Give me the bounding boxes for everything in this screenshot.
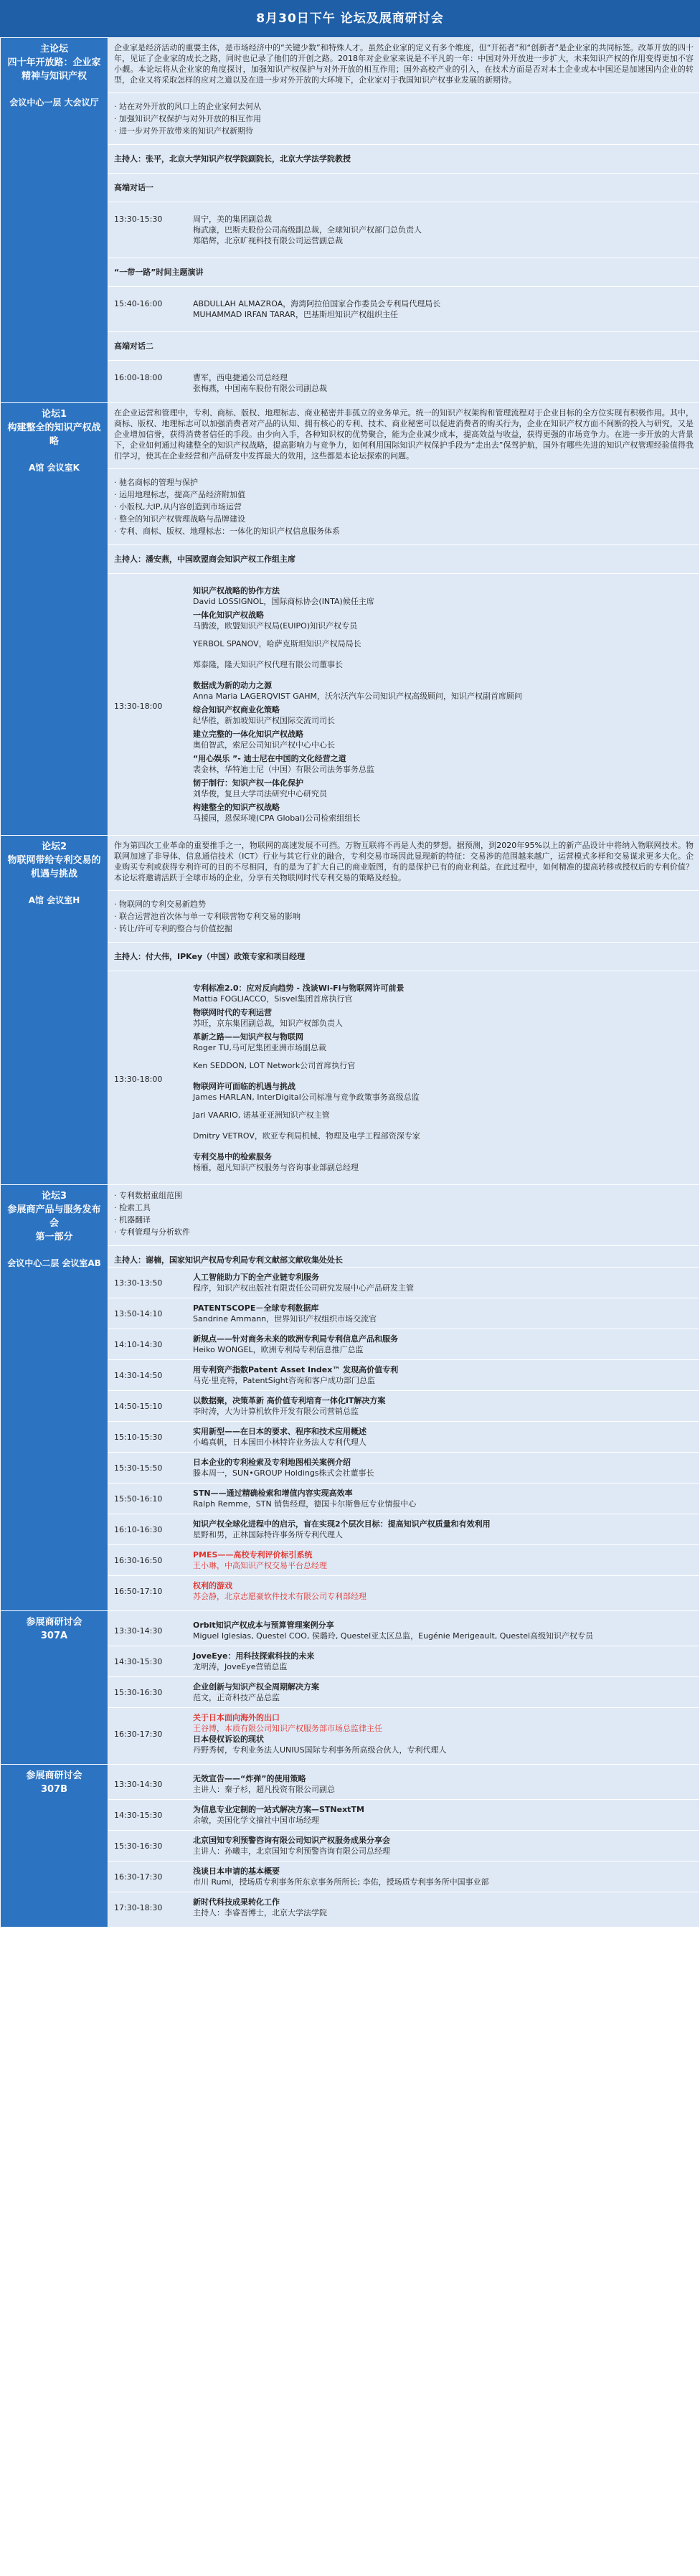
- topic-list: [114, 898, 694, 935]
- slot-detail: [193, 1620, 694, 1641]
- session-row: [1, 1185, 700, 1611]
- session-title: 参展商研讨会 307B: [26, 1770, 82, 1795]
- slot-speaker: 范文，正奇科技产品总监: [193, 1693, 280, 1702]
- slot-speaker: 丹野秀树，专利业务法人UNIUS国际专利事务所高级合伙人，专利代理人: [193, 1745, 447, 1755]
- session-host: 主持人：张平，北京大学知识产权学院副院长，北京大学法学院教授: [114, 154, 351, 164]
- group-subtitle: 高端对话一: [114, 183, 153, 192]
- speaker: 裴金林，华特迪士尼（中国）有限公司法务事务总监: [193, 765, 374, 774]
- talk-item: [193, 729, 694, 750]
- divider: [108, 468, 699, 469]
- slot-title: 实用新型——在日本的要求、程序和技术应用概述: [193, 1427, 366, 1436]
- talk-title: 专利标准2.0：应对反向趋势 - 浅谈Wi-Fi与物联网许可前景: [193, 983, 405, 993]
- time-slot: 15:30-16:30: [114, 1841, 163, 1851]
- topic-item: · 站在对外开放的风口上的企业家何去何从: [114, 102, 261, 111]
- slot-detail: [193, 1488, 694, 1509]
- slot-detail: [193, 1334, 694, 1355]
- slot-speaker: 王小琳，中高知识产权交易平台总经理: [193, 1561, 327, 1570]
- speaker-list: [193, 298, 694, 320]
- slot-detail: [193, 1835, 694, 1856]
- slot-title: 关于日本面向海外的出口: [193, 1713, 280, 1722]
- session-content: [108, 1185, 700, 1611]
- slot-title: 权利的游戏: [193, 1581, 232, 1590]
- speaker: 纪华胜，新加坡知识产权国际交流司司长: [193, 716, 335, 725]
- topic-item: · 运用地理标志，提高产品经济附加值: [114, 490, 245, 499]
- slot-row: [114, 1298, 694, 1329]
- speaker: Dmitry VETROV，欧亚专利局机械、物理及电学工程部资深专家: [193, 1131, 420, 1141]
- session-row: [1, 403, 700, 836]
- speaker: Anna Maria LAGERQVIST GAHM，沃尔沃汽车公司知识产权高级顾问，知识产权副首席顾问: [193, 692, 523, 701]
- slot-row: [114, 1769, 694, 1799]
- time-slot: 14:30-14:50: [114, 1370, 163, 1380]
- time-slot: 13:30-18:00: [114, 701, 163, 711]
- slot-detail: [193, 1519, 694, 1540]
- divider: [108, 144, 699, 145]
- slot-speaker: 李时涛，大为计算机软件开发有限公司营销总监: [193, 1407, 359, 1416]
- talk-title: 建立完整的一体化知识产权战略: [193, 730, 303, 739]
- time-slot: 16:30-16:50: [114, 1555, 163, 1565]
- time-slot: 16:30-17:30: [114, 1872, 163, 1882]
- talk-item: [193, 1110, 694, 1120]
- slot-title: 新规点——针对商务未来的欧洲专利局专利信息产品和服务: [193, 1334, 398, 1344]
- session-room: A馆 会议室H: [28, 895, 80, 905]
- talk-item: [193, 704, 694, 726]
- talk-item: [193, 638, 694, 649]
- topic-item: · 小版权,大IP,从内容创造到市场运营: [114, 502, 242, 511]
- speaker: MUHAMMAD IRFAN TARAR，巴基斯坦知识产权组织主任: [193, 310, 399, 319]
- time-slot: 15:30-15:50: [114, 1463, 163, 1473]
- speaker: 奥伯智武，索尼公司知识产权中心中心长: [193, 740, 335, 750]
- slot-detail: [193, 1773, 694, 1795]
- talk-block: [114, 978, 694, 1180]
- slot-row: [114, 1360, 694, 1390]
- slot-speaker: 龙明涛，JoveEye营销总监: [193, 1662, 288, 1671]
- speaker: Roger TU,马可尼集团亚洲市场副总裁: [193, 1043, 326, 1052]
- slot-row: [114, 1329, 694, 1359]
- slot-title: Orbit知识产权成本与预算管理案例分享: [193, 1620, 334, 1630]
- session-host: 主持人：潘安燕，中国欧盟商会知识产权工作组主席: [114, 555, 295, 564]
- session-row: [1, 38, 700, 403]
- slot-speaker: 主持人：李睿晋博士，北京大学法学院: [193, 1908, 327, 1917]
- talk-item: [193, 1007, 694, 1029]
- session-title: 主论坛 四十年开放路：企业家精神与知识产权: [7, 44, 101, 82]
- talk-item: [193, 1151, 694, 1173]
- slot-title: 企业创新与知识产权全周期解决方案: [193, 1682, 319, 1692]
- slot-speaker: 市川 Rumi，授场质专利事务所东京事务所所长; 李佑，授场质专利事务所中国事业部: [193, 1877, 489, 1887]
- slot-speaker: Ralph Remme，STN 销售经理，德国卡尔斯鲁厄专业情报中心: [193, 1499, 417, 1509]
- topic-list: [114, 1189, 694, 1238]
- slot-title: JoveEye：用科技探索科技的未来: [193, 1651, 315, 1661]
- session-header: [1, 836, 108, 1185]
- slot-title: 用专利资产指数Patent Asset Index™ 发现高价值专利: [193, 1365, 399, 1374]
- agenda-table: [0, 37, 700, 1928]
- session-content: [108, 836, 700, 1185]
- talk-title: 综合知识产权商业化策略: [193, 705, 280, 714]
- slot-speaker: Miguel Iglesias, Questel COO, 侯璐玲, Questel亚太区总监，Eugénie Merigeault, Questel高级知识产权专员: [193, 1631, 594, 1641]
- slot-title: 新时代科技成果转化工作: [193, 1897, 280, 1907]
- talk-title: 数据成为新的动力之源: [193, 681, 272, 690]
- speaker: ABDULLAH ALMAZROA，海湾阿拉伯国家合作委员会专利局代理局长: [193, 299, 441, 308]
- slot-detail: [193, 1457, 694, 1478]
- slot-speaker: 星野和男，正林国际特许事务所专利代理人: [193, 1530, 343, 1539]
- divider: [108, 1245, 699, 1246]
- speaker: 曹军，西电捷通公司总经理: [193, 373, 288, 382]
- session-description: 作为第四次工业革命的重要推手之一，物联网的高速发展不可挡。万物互联将不再是人类的梦想。据预测，到2020年95%以上的新产品设计中将纳入物联网技术。物联网加速了非导体、信息通信技术（ICT）行业与其它行业的融合，专利交易市场因此显现新的特征：交易涉的范围越来越广，运营模式多样和交易谋求更多大化。企业购买专利或获得专利许可的目的不尽相同，有的是为了扩大自己的商业版图，有的是保护已有的商业利益。在此过程中，如何精准的提高转移或授权后的专利价值？本论坛将邀请活跃于全球市场的企业，分享有关物联网时代专利交易的策略及经验。: [114, 841, 694, 882]
- talk-item: [193, 1032, 694, 1053]
- session-content: [108, 403, 700, 836]
- slot-row: [114, 1708, 694, 1760]
- topic-item: · 检索工具: [114, 1203, 151, 1212]
- session-row: [1, 1611, 700, 1765]
- time-slot: 14:30-15:30: [114, 1810, 163, 1820]
- slot-row: [114, 1514, 694, 1544]
- session-row: [1, 1765, 700, 1928]
- slot-speaker: 主讲人：孙曦丰，北京国知专利预警咨询有限公司总经理: [193, 1846, 390, 1856]
- slot-speaker: Heiko WONGEL，欧洲专利局专利信息推广总监: [193, 1345, 364, 1354]
- time-slot: 16:00-18:00: [114, 373, 163, 382]
- speaker: Mattia FOGLIACCO，Sisvel集团首席执行官: [193, 994, 353, 1004]
- slot-row: [114, 1892, 694, 1922]
- slot-row: [114, 1453, 694, 1483]
- talk-title: 物联网许可面临的机遇与挑战: [193, 1082, 295, 1091]
- session-header: [1, 1185, 108, 1611]
- speaker: 梅武康，巴斯夫股份公司高级副总裁，全球知识产权部门总负责人: [193, 225, 422, 235]
- talk-item: [193, 1131, 694, 1141]
- time-slot: 13:30-14:30: [114, 1779, 163, 1789]
- slot-speaker: 滕本周一，SUN•GROUP Holdings株式会社董事长: [193, 1468, 374, 1478]
- slot-title: 日本侵权诉讼的现状: [193, 1735, 264, 1744]
- session-description: 在企业运营和管理中，专利、商标、版权、地理标志、商业秘密并非孤立的业务单元。统一的知识产权架构和管理流程对于企业目标的全方位实现有积极作用。其中，商标、版权、地理标志可以加强消费者对产品的认知、拥有核心的专利、技术、商业秘密可以促进消费者的购买行为，企业在知识产权方面不间断的投入与研究，又是企业增加信誉，获得消费者信任的手段。由少向入手，各种知识权的优势聚合，能为企业减少成本，提高效益与收益，获得更强的市场竞争力。在进一步开放的大背景下，企业如何通过构建整全的知识产权战略，提高影响力与竞争力，如何利用国际知识产权保护手段为“走出去”保驾护航，国外有哪些先进的知识产权管理经验值得我们学习，使其在企业经营和产品研发中发挥最大的效用，这些都是本论坛探索的问题。: [114, 408, 694, 461]
- session-room: A馆 会议室K: [29, 463, 80, 473]
- slot-row: [114, 1391, 694, 1421]
- session-header: [1, 403, 108, 836]
- talk-list: [193, 585, 694, 826]
- slot-detail: [193, 1364, 694, 1386]
- slot-title: 北京国知专利预警咨询有限公司知识产权服务成果分享会: [193, 1836, 390, 1845]
- talk-title: 一体化知识产权战略: [193, 610, 264, 620]
- session-title: 参展商研讨会 307A: [26, 1617, 82, 1641]
- speaker: 张梅燕，中国南车股份有限公司副总裁: [193, 384, 327, 393]
- slot-detail: [193, 1303, 694, 1324]
- slot-row: [114, 1615, 694, 1646]
- slot-title: 浅谈日本申请的基本概要: [193, 1867, 280, 1876]
- time-slot: 15:50-16:10: [114, 1494, 163, 1504]
- slot-row: [114, 1268, 694, 1298]
- slot-row: [114, 1545, 694, 1575]
- session-host: 主持人：付大伟，IPKey（中国）政策专家和项目经理: [114, 952, 306, 961]
- speaker: James HARLAN, InterDigital公司标准与竞争政策事务高级总监: [193, 1093, 420, 1102]
- time-slot: 14:10-14:30: [114, 1339, 163, 1349]
- slot-title: 人工智能助力下的全产业链专利服务: [193, 1273, 319, 1282]
- group-subtitle: 高端对话二: [114, 341, 153, 351]
- talk-item: [193, 983, 694, 1004]
- divider: [108, 544, 699, 545]
- slot-speaker: 余敏，美国化学文摘社中国市场经理: [193, 1816, 319, 1825]
- session-title: 论坛2 物联网带给专利交易的机遇与挑战: [7, 841, 101, 879]
- topic-item: · 联合运营池首次体与单一专利联营物专利交易的影响: [114, 912, 301, 921]
- talk-block: [114, 581, 694, 831]
- session-content: [108, 38, 700, 403]
- topic-item: · 加强知识产权保护与对外开放的相互作用: [114, 114, 261, 123]
- slot-detail: [193, 1681, 694, 1703]
- group-subtitle: “一带一路”时间主题演讲: [114, 268, 204, 277]
- talk-item: [193, 778, 694, 799]
- slot-detail: [193, 1804, 694, 1826]
- time-slot: 15:30-16:30: [114, 1687, 163, 1697]
- time-slot: 14:50-15:10: [114, 1401, 163, 1411]
- slot-speaker: 小嶋真帆，日本国田小林特许业务法人专利代理人: [193, 1438, 366, 1447]
- time-slot: 13:30-18:00: [114, 1075, 163, 1084]
- session-content: [108, 1765, 700, 1928]
- divider: [108, 286, 699, 287]
- speaker: YERBOL SPANOV，哈萨克斯坦知识产权局局长: [193, 639, 361, 648]
- time-slot: 13:30-13:50: [114, 1278, 163, 1288]
- talk-item: [193, 753, 694, 775]
- slot-title: 日本企业的专利检索及专利地图相关案例介绍: [193, 1458, 351, 1467]
- divider: [108, 942, 699, 943]
- slot-title: PMES——高校专利评价标引系统: [193, 1550, 313, 1560]
- slot-title: 为信息专业定制的一站式解决方案—STNextTM: [193, 1805, 364, 1814]
- topic-item: · 机器翻译: [114, 1215, 151, 1225]
- slot-speaker: 王谷博，本质有限公司知识产权服务部市场总监律主任: [193, 1724, 382, 1733]
- slot-speaker: Sandrine Ammann，世界知识产权组织市场交流官: [193, 1314, 377, 1324]
- slot-detail: [193, 1866, 694, 1887]
- slot-row: [114, 1646, 694, 1676]
- session-header: [1, 38, 108, 403]
- slot-row: [114, 1576, 694, 1606]
- slot-detail: [193, 1549, 694, 1571]
- talk-title: 知识产权战略的协作方法: [193, 586, 280, 595]
- talk-item: [193, 659, 694, 670]
- divider: [108, 331, 699, 332]
- speaker-list: [193, 372, 694, 394]
- topic-item: · 物联网的专利交易新趋势: [114, 900, 206, 909]
- speaker: Ken SEDDON, LOT Network公司首席执行官: [193, 1061, 356, 1070]
- time-slot: 14:30-15:30: [114, 1656, 163, 1666]
- time-slot: 17:30-18:30: [114, 1902, 163, 1912]
- session-header: [1, 1765, 108, 1928]
- speaker: 杨雁，超凡知识产权服务与咨询事业部副总经理: [193, 1163, 359, 1172]
- speaker: 马腾浚，欧盟知识产权局(EUIPO)知识产权专员: [193, 621, 358, 631]
- slot-detail: [193, 1426, 694, 1448]
- speaker: 郑皓辉，北京旷视科技有限公司运营副总裁: [193, 236, 343, 245]
- talk-title: 革新之路——知识产权与物联网: [193, 1032, 303, 1042]
- time-slot: 16:10-16:30: [114, 1524, 163, 1534]
- slot-title: 知识产权全球化进程中的启示，盲在实现2个层次目标：提高知识产权质量和有效利用: [193, 1519, 491, 1529]
- slot-detail: [193, 1651, 694, 1672]
- slot-speaker: 马克·里克特，PatentSight咨询和客户成功部门总监: [193, 1376, 376, 1385]
- slot-detail: [193, 1712, 694, 1755]
- slot-detail: [193, 1272, 694, 1293]
- divider: [108, 360, 699, 361]
- speaker: 郑泰隆，隆天知识产权代理有限公司董事长: [193, 660, 343, 669]
- divider: [108, 890, 699, 891]
- slot-title: STN——通过精确检索和增值内容实现高效率: [193, 1488, 353, 1498]
- slot-row: [114, 1677, 694, 1707]
- topic-list: [114, 476, 694, 537]
- session-room: 会议中心一层 大会议厅: [9, 98, 99, 108]
- slot-title: 无效宣告——“炸弹”的使用策略: [193, 1774, 306, 1783]
- slot-row: [114, 1422, 694, 1452]
- group-row: [114, 294, 694, 324]
- time-slot: 13:50-14:10: [114, 1308, 163, 1318]
- topic-list: [114, 100, 694, 137]
- talk-item: [193, 585, 694, 607]
- talk-title: “用心娱乐 ”- 迪士尼在中国的文化经营之道: [193, 754, 346, 763]
- speaker: David LOSSIGNOL，国际商标协会(INTA)候任主席: [193, 597, 374, 606]
- talk-item: [193, 1081, 694, 1103]
- time-slot: 16:30-17:30: [114, 1729, 163, 1739]
- page-header: [0, 0, 700, 37]
- talk-title: 韧于制行：知识产权一体化保护: [193, 778, 303, 788]
- group-row: [114, 368, 694, 398]
- talk-list: [193, 983, 694, 1176]
- divider: [108, 573, 699, 574]
- talk-item: [193, 610, 694, 631]
- session-room: 会议中心二层 会议室AB: [7, 1258, 101, 1268]
- slot-detail: [193, 1395, 694, 1417]
- topic-item: · 专利数据重组范围: [114, 1191, 182, 1200]
- session-row: [1, 836, 700, 1185]
- speaker: 马援园，恩保环境(CPA Global)公司检索组组长: [193, 813, 361, 823]
- time-slot: 13:30-15:30: [114, 214, 163, 224]
- speaker: 刘华俊，复旦大学司法研究中心研究员: [193, 789, 327, 798]
- topic-item: · 专利管理与分析软件: [114, 1227, 190, 1237]
- group-row: [114, 209, 694, 250]
- talk-item: [193, 680, 694, 702]
- slot-speaker: 主讲人：秦子杉，超凡投资有限公司副总: [193, 1785, 335, 1794]
- slot-detail: [193, 1897, 694, 1918]
- topic-item: · 整全的知识产权管理战略与品牌建设: [114, 514, 245, 524]
- slot-speaker: 苏会静，北京志愿豪软件技术有限公司专利部经理: [193, 1592, 366, 1601]
- time-slot: 15:40-16:00: [114, 299, 163, 308]
- talk-item: [193, 802, 694, 824]
- slot-speaker: 程序，知识产权出版社有限责任公司研究发展中心产品研发主管: [193, 1283, 414, 1293]
- speaker: Jari VAARIO, 诺基亚亚洲知识产权主管: [193, 1110, 330, 1120]
- slot-title: 以数据聚，决策革新 高价值专利培育一体化IT解决方案: [193, 1396, 386, 1405]
- time-slot: 16:50-17:10: [114, 1586, 163, 1596]
- slot-row: [114, 1862, 694, 1892]
- topic-item: · 进一步对外开放带来的知识产权新期待: [114, 126, 253, 136]
- speaker-list: [193, 214, 694, 246]
- session-header: [1, 1611, 108, 1765]
- topic-item: · 专利、商标、版权、地理标志：一体化的知识产权信息服务体系: [114, 527, 340, 536]
- session-title: 论坛1 构建整全的知识产权战略: [7, 409, 101, 447]
- session-content: [108, 1611, 700, 1765]
- page-title: 8月30日下午 论坛及展商研讨会: [256, 11, 444, 26]
- talk-title: 专利交易中的检索服务: [193, 1152, 272, 1161]
- slot-row: [114, 1831, 694, 1861]
- divider: [108, 173, 699, 174]
- talk-title: 构建整全的知识产权战略: [193, 803, 280, 812]
- slot-title: PATENTSCOPE－全球专利数据库: [193, 1303, 319, 1313]
- slot-detail: [193, 1580, 694, 1602]
- session-host: 主持人：谢楠，国家知识产权局专利局专利文献部文献收集处处长: [114, 1255, 343, 1265]
- slot-row: [114, 1483, 694, 1514]
- talk-title: 物联网时代的专利运营: [193, 1008, 272, 1017]
- session-title: 论坛3 参展商产品与服务发布会 第一部分: [7, 1191, 101, 1242]
- session-description: 企业家是经济活动的重要主体，是市场经济中的“关键少数”和特殊人才。虽然企业家的定义有多个维度，但“开拓者”和“创新者”是企业家的共同标签。改革开放的四十年，见证了企业家的成长之路，同时也记录了他们的开创之路。2018年对企业家来说是不平凡的一年：中国对外开放进一步扩大，未来知识产权的作用变得更加不容小觑。本论坛将从企业家的角度探讨，加强知识产权保护与对外开放的相互作用；国外高校产业的引入，在技术方面是否对本土企业或本中国还是加速国内企业的转型，企业又将采取怎样的应对之道以及在进一步对外开放的大环境下，企业家对于我国知识产权事业发展的新期待。: [114, 43, 694, 85]
- topic-item: · 转让/许可专利的整合与价值挖掘: [114, 924, 232, 933]
- talk-item: [193, 1060, 694, 1071]
- time-slot: 15:10-15:30: [114, 1432, 163, 1442]
- time-slot: 13:30-14:30: [114, 1626, 163, 1636]
- speaker: 苏旺，京东集团副总裁，知识产权部负责人: [193, 1019, 343, 1028]
- topic-item: · 驰名商标的管理与保护: [114, 478, 198, 487]
- speaker: 周宁，美的集团副总裁: [193, 214, 272, 224]
- slot-row: [114, 1800, 694, 1830]
